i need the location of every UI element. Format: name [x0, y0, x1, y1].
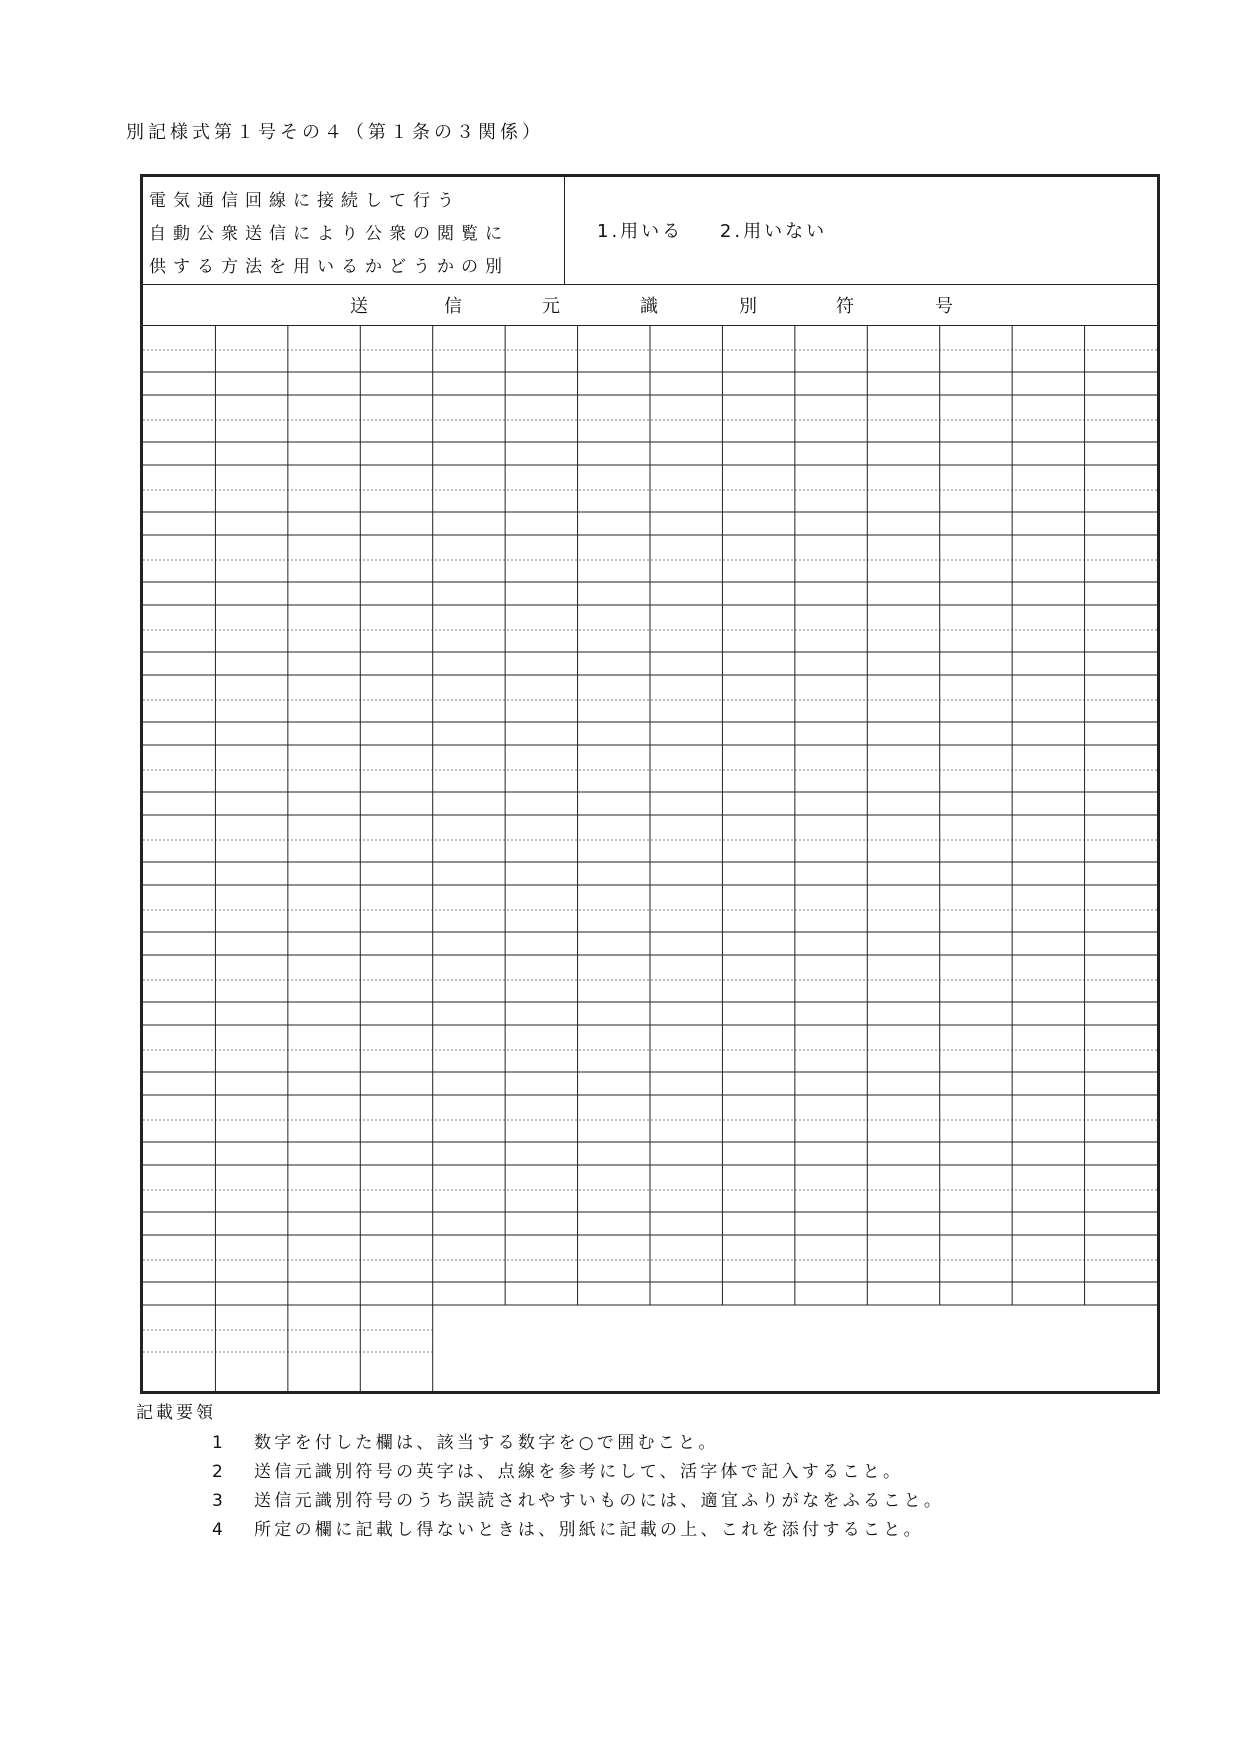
identifier-char-cell[interactable] [795, 605, 867, 675]
identifier-char-cell[interactable] [505, 745, 577, 815]
header-char: 識 [640, 296, 658, 317]
identifier-char-cell[interactable] [143, 465, 215, 535]
identifier-char-cell[interactable] [505, 395, 577, 465]
identifier-char-cell[interactable] [940, 325, 1012, 395]
identifier-char-cell[interactable] [1085, 1165, 1157, 1235]
identifier-char-cell[interactable] [1012, 1095, 1084, 1165]
option-use[interactable]: 1.用いる [597, 221, 684, 242]
identifier-char-cell[interactable] [360, 675, 432, 745]
identifier-char-cell[interactable] [143, 325, 215, 395]
identifier-char-cell[interactable] [940, 605, 1012, 675]
identifier-char-cell[interactable] [1012, 1165, 1084, 1235]
identifier-char-cell[interactable] [795, 675, 867, 745]
identifier-entry-grid [143, 325, 1157, 1391]
instruction-number: 2 [212, 1462, 227, 1482]
identifier-char-cell[interactable] [215, 885, 287, 955]
identifier-char-cell[interactable] [360, 1095, 432, 1165]
identifier-char-cell[interactable] [215, 675, 287, 745]
identifier-char-cell[interactable] [578, 465, 650, 535]
identifier-char-cell[interactable] [433, 395, 505, 465]
identifier-char-cell[interactable] [722, 535, 794, 605]
identifier-char-cell[interactable] [288, 1165, 360, 1235]
identifier-char-cell[interactable] [795, 745, 867, 815]
question-line: 供する方法を用いるかどうかの別 [149, 257, 509, 277]
identifier-char-cell[interactable] [722, 325, 794, 395]
identifier-char-cell[interactable] [650, 1165, 722, 1235]
identifier-char-cell[interactable] [288, 815, 360, 885]
identifier-char-cell[interactable] [1085, 745, 1157, 815]
identifier-char-cell[interactable] [650, 1095, 722, 1165]
identifier-char-cell[interactable] [722, 1025, 794, 1095]
option-not-use[interactable]: 2.用いない [719, 221, 828, 242]
identifier-char-cell[interactable] [867, 955, 939, 1025]
identifier-char-cell[interactable] [360, 1235, 432, 1305]
identifier-char-cell[interactable] [1085, 955, 1157, 1025]
identifier-char-cell[interactable] [722, 1095, 794, 1165]
identifier-char-cell[interactable] [215, 1025, 287, 1095]
instruction-number: 3 [212, 1491, 227, 1511]
identifier-char-cell[interactable] [1012, 1025, 1084, 1095]
instructions [136, 1398, 944, 1545]
instruction-item [212, 1487, 944, 1516]
identifier-char-cell[interactable] [867, 1235, 939, 1305]
identifier-char-cell[interactable] [143, 395, 215, 465]
identifier-char-cell[interactable] [722, 815, 794, 885]
identifier-char-cell[interactable] [215, 535, 287, 605]
identifier-char-cell[interactable] [1085, 1235, 1157, 1305]
identifier-char-cell[interactable] [215, 1305, 287, 1391]
identifier-char-cell[interactable] [505, 465, 577, 535]
identifier-char-cell[interactable] [650, 605, 722, 675]
identifier-char-cell[interactable] [1012, 955, 1084, 1025]
identifier-char-cell[interactable] [722, 1235, 794, 1305]
identifier-char-cell[interactable] [867, 465, 939, 535]
identifier-char-cell[interactable] [940, 675, 1012, 745]
identifier-char-cell[interactable] [1085, 885, 1157, 955]
identifier-char-cell[interactable] [360, 535, 432, 605]
identifier-char-cell[interactable] [215, 1165, 287, 1235]
sender-identifier-header [143, 285, 1157, 326]
identifier-char-cell[interactable] [578, 1235, 650, 1305]
identifier-char-cell[interactable] [578, 325, 650, 395]
identifier-char-cell[interactable] [215, 1095, 287, 1165]
identifier-char-cell[interactable] [1012, 395, 1084, 465]
identifier-char-cell[interactable] [288, 1095, 360, 1165]
identifier-char-cell[interactable] [143, 1235, 215, 1305]
identifier-char-cell[interactable] [505, 535, 577, 605]
identifier-char-cell[interactable] [795, 325, 867, 395]
identifier-char-cell[interactable] [650, 1025, 722, 1095]
identifier-char-cell[interactable] [1012, 325, 1084, 395]
identifier-char-cell[interactable] [433, 535, 505, 605]
identifier-char-cell[interactable] [505, 955, 577, 1025]
header-char: 元 [542, 296, 560, 317]
identifier-char-cell[interactable] [578, 675, 650, 745]
identifier-char-cell[interactable] [360, 325, 432, 395]
identifier-char-cell[interactable] [288, 955, 360, 1025]
identifier-char-cell[interactable] [650, 465, 722, 535]
identifier-char-cell[interactable] [360, 1305, 432, 1391]
identifier-char-cell[interactable] [578, 885, 650, 955]
identifier-char-cell[interactable] [215, 955, 287, 1025]
instruction-item [212, 1458, 944, 1487]
identifier-char-cell[interactable] [433, 605, 505, 675]
identifier-char-cell[interactable] [940, 1165, 1012, 1235]
identifier-char-cell[interactable] [578, 605, 650, 675]
identifier-char-cell[interactable] [650, 325, 722, 395]
identifier-char-cell[interactable] [722, 395, 794, 465]
identifier-char-cell[interactable] [215, 465, 287, 535]
identifier-char-cell[interactable] [288, 395, 360, 465]
identifier-char-cell[interactable] [505, 605, 577, 675]
identifier-char-cell[interactable] [650, 745, 722, 815]
identifier-char-cell[interactable] [433, 745, 505, 815]
identifier-char-cell[interactable] [650, 395, 722, 465]
identifier-char-cell[interactable] [1085, 815, 1157, 885]
question-label [143, 177, 565, 284]
identifier-char-cell[interactable] [288, 1235, 360, 1305]
header-char: 号 [935, 296, 953, 317]
identifier-char-cell[interactable] [288, 605, 360, 675]
identifier-char-cell[interactable] [650, 1235, 722, 1305]
identifier-char-cell[interactable] [795, 465, 867, 535]
identifier-char-cell[interactable] [433, 1235, 505, 1305]
identifier-char-cell[interactable] [433, 885, 505, 955]
identifier-char-cell[interactable] [143, 955, 215, 1025]
identifier-char-cell[interactable] [1012, 465, 1084, 535]
identifier-char-cell[interactable] [940, 745, 1012, 815]
identifier-char-cell[interactable] [433, 465, 505, 535]
instruction-item [212, 1429, 944, 1458]
identifier-char-cell[interactable] [505, 885, 577, 955]
identifier-char-cell[interactable] [143, 1025, 215, 1095]
identifier-char-cell[interactable] [360, 1025, 432, 1095]
instruction-text: 所定の欄に記載し得ないときは、別紙に記載の上、これを添付すること。 [254, 1520, 924, 1540]
identifier-char-cell[interactable] [360, 395, 432, 465]
identifier-char-cell[interactable] [288, 745, 360, 815]
identifier-char-cell[interactable] [143, 535, 215, 605]
identifier-char-cell[interactable] [867, 1095, 939, 1165]
identifier-char-cell[interactable] [578, 745, 650, 815]
identifier-char-cell[interactable] [867, 675, 939, 745]
identifier-char-cell[interactable] [433, 1095, 505, 1165]
identifier-char-cell[interactable] [1085, 535, 1157, 605]
identifier-char-cell[interactable] [867, 325, 939, 395]
identifier-char-cell[interactable] [505, 675, 577, 745]
question-line: 電気通信回線に接続して行う [149, 191, 461, 211]
identifier-char-cell[interactable] [867, 535, 939, 605]
header-char: 信 [444, 296, 462, 317]
identifier-char-cell[interactable] [722, 675, 794, 745]
identifier-char-cell[interactable] [940, 815, 1012, 885]
identifier-char-cell[interactable] [650, 955, 722, 1025]
identifier-char-cell[interactable] [722, 1165, 794, 1235]
identifier-char-cell[interactable] [867, 605, 939, 675]
identifier-char-cell[interactable] [578, 815, 650, 885]
identifier-char-cell[interactable] [288, 885, 360, 955]
identifier-char-cell[interactable] [360, 885, 432, 955]
identifier-char-cell[interactable] [650, 675, 722, 745]
identifier-char-cell[interactable] [940, 1095, 1012, 1165]
identifier-char-cell[interactable] [1012, 745, 1084, 815]
identifier-char-cell[interactable] [288, 325, 360, 395]
identifier-char-cell[interactable] [1012, 605, 1084, 675]
identifier-char-cell[interactable] [867, 1165, 939, 1235]
identifier-char-cell[interactable] [795, 1235, 867, 1305]
identifier-char-cell[interactable] [215, 605, 287, 675]
identifier-char-cell[interactable] [1012, 815, 1084, 885]
identifier-char-cell[interactable] [1012, 1235, 1084, 1305]
identifier-char-cell[interactable] [650, 535, 722, 605]
answer-options [597, 217, 855, 243]
identifier-char-cell[interactable] [650, 815, 722, 885]
identifier-char-cell[interactable] [215, 745, 287, 815]
instruction-text: 数字を付した欄は、該当する数字を○で囲むこと。 [254, 1433, 719, 1453]
identifier-char-cell[interactable] [215, 395, 287, 465]
identifier-char-cell[interactable] [360, 815, 432, 885]
identifier-char-cell[interactable] [867, 745, 939, 815]
identifier-char-cell[interactable] [795, 1095, 867, 1165]
identifier-char-cell[interactable] [578, 1165, 650, 1235]
instruction-text: 送信元識別符号のうち誤読されやすいものには、適宜ふりがなをふること。 [254, 1491, 945, 1511]
identifier-char-cell[interactable] [1085, 675, 1157, 745]
identifier-char-cell[interactable] [1012, 885, 1084, 955]
identifier-char-cell[interactable] [578, 535, 650, 605]
identifier-char-cell[interactable] [215, 325, 287, 395]
identifier-char-cell[interactable] [143, 1165, 215, 1235]
identifier-char-cell[interactable] [1085, 325, 1157, 395]
identifier-char-cell[interactable] [360, 955, 432, 1025]
identifier-char-cell[interactable] [215, 815, 287, 885]
identifier-char-cell[interactable] [360, 745, 432, 815]
identifier-char-cell[interactable] [143, 1305, 215, 1391]
identifier-char-cell[interactable] [867, 885, 939, 955]
identifier-char-cell[interactable] [143, 1095, 215, 1165]
identifier-char-cell[interactable] [143, 885, 215, 955]
identifier-char-cell[interactable] [433, 1165, 505, 1235]
identifier-char-cell[interactable] [288, 1025, 360, 1095]
automatic-transmission-question-row [143, 177, 1157, 285]
identifier-char-cell[interactable] [578, 955, 650, 1025]
identifier-char-cell[interactable] [722, 885, 794, 955]
identifier-char-cell[interactable] [433, 815, 505, 885]
identifier-char-cell[interactable] [505, 815, 577, 885]
instruction-number: 1 [212, 1433, 227, 1453]
identifier-char-cell[interactable] [795, 885, 867, 955]
identifier-char-cell[interactable] [505, 325, 577, 395]
form-title: 別記様式第１号その４（第１条の３関係） [126, 122, 544, 143]
identifier-char-cell[interactable] [795, 815, 867, 885]
identifier-char-cell[interactable] [650, 885, 722, 955]
identifier-char-cell[interactable] [940, 395, 1012, 465]
header-char: 別 [739, 296, 757, 317]
identifier-char-cell[interactable] [940, 885, 1012, 955]
identifier-char-cell[interactable] [795, 395, 867, 465]
identifier-char-cell[interactable] [867, 1025, 939, 1095]
identifier-char-cell[interactable] [867, 815, 939, 885]
identifier-char-cell[interactable] [433, 325, 505, 395]
question-line: 自動公衆送信により公衆の閲覧に [149, 224, 509, 244]
identifier-char-cell[interactable] [795, 1025, 867, 1095]
identifier-char-cell[interactable] [722, 955, 794, 1025]
instruction-number: 4 [212, 1520, 227, 1540]
identifier-char-cell[interactable] [360, 465, 432, 535]
identifier-char-cell[interactable] [578, 1025, 650, 1095]
identifier-char-cell[interactable] [1012, 535, 1084, 605]
identifier-char-cell[interactable] [578, 395, 650, 465]
header-char: 符 [836, 296, 854, 317]
identifier-char-cell[interactable] [940, 955, 1012, 1025]
identifier-char-cell[interactable] [1085, 465, 1157, 535]
identifier-char-cell[interactable] [143, 815, 215, 885]
identifier-char-cell[interactable] [722, 745, 794, 815]
identifier-char-cell[interactable] [722, 465, 794, 535]
identifier-char-cell[interactable] [795, 1165, 867, 1235]
identifier-char-cell[interactable] [505, 1025, 577, 1095]
header-char: 送 [350, 296, 368, 317]
identifier-char-cell[interactable] [288, 535, 360, 605]
application-form-table [140, 174, 1160, 1394]
identifier-char-cell[interactable] [1085, 1095, 1157, 1165]
identifier-char-cell[interactable] [215, 1235, 287, 1305]
identifier-char-cell[interactable] [1085, 395, 1157, 465]
identifier-char-cell[interactable] [867, 395, 939, 465]
identifier-char-cell[interactable] [360, 1165, 432, 1235]
identifier-char-cell[interactable] [1085, 1025, 1157, 1095]
identifier-char-cell[interactable] [795, 955, 867, 1025]
identifier-char-cell[interactable] [505, 1235, 577, 1305]
identifier-char-cell[interactable] [722, 605, 794, 675]
identifier-char-cell[interactable] [940, 1235, 1012, 1305]
identifier-char-cell[interactable] [940, 1025, 1012, 1095]
identifier-char-cell[interactable] [143, 605, 215, 675]
instruction-text: 送信元識別符号の英字は、点線を参考にして、活字体で記入すること。 [254, 1462, 904, 1482]
identifier-char-cell[interactable] [433, 675, 505, 745]
identifier-char-cell[interactable] [940, 465, 1012, 535]
identifier-char-cell[interactable] [143, 675, 215, 745]
identifier-char-cell[interactable] [288, 1305, 360, 1391]
identifier-char-cell[interactable] [360, 605, 432, 675]
identifier-char-cell[interactable] [288, 675, 360, 745]
identifier-char-cell[interactable] [505, 1095, 577, 1165]
identifier-char-cell[interactable] [505, 1165, 577, 1235]
instruction-item [212, 1516, 944, 1545]
identifier-char-cell[interactable] [288, 465, 360, 535]
identifier-char-cell[interactable] [433, 955, 505, 1025]
identifier-char-cell[interactable] [1085, 605, 1157, 675]
identifier-char-cell[interactable] [940, 535, 1012, 605]
identifier-char-cell[interactable] [433, 1025, 505, 1095]
identifier-char-cell[interactable] [1012, 675, 1084, 745]
instructions-title: 記載要領 [136, 1403, 216, 1423]
identifier-char-cell[interactable] [578, 1095, 650, 1165]
identifier-char-cell[interactable] [143, 745, 215, 815]
identifier-char-cell[interactable] [795, 535, 867, 605]
